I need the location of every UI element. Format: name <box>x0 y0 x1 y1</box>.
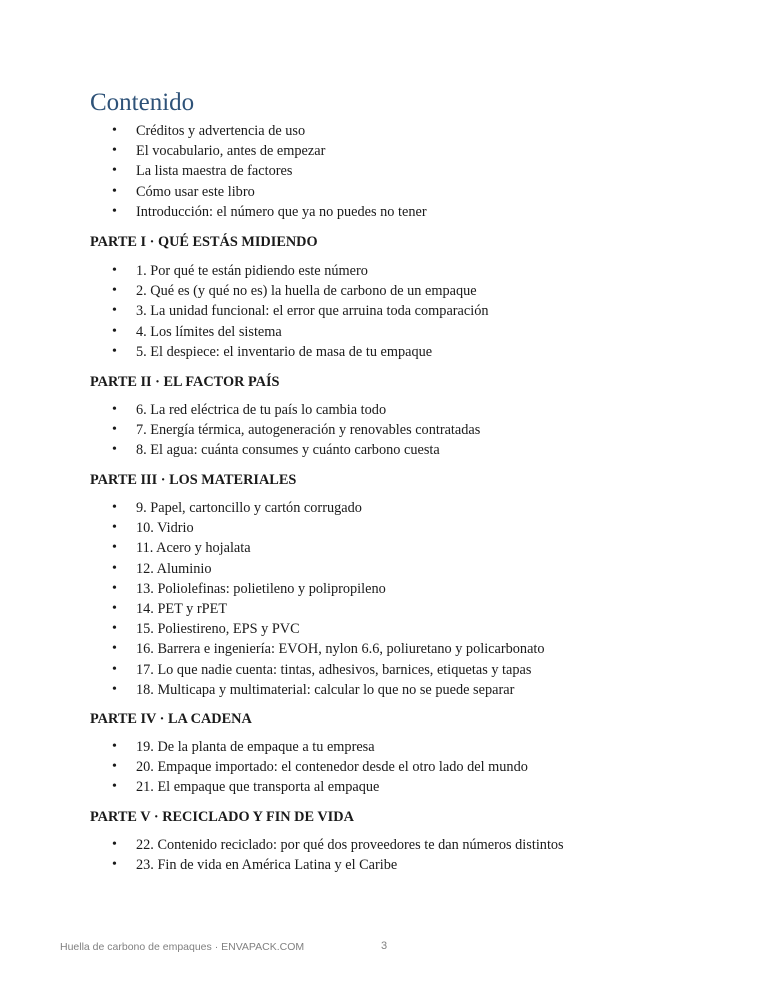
part-list <box>112 498 545 700</box>
list-item: • 8. El agua: cuánta consumes y cuánto carbono cuesta <box>112 440 480 460</box>
list-item: • El vocabulario, antes de empezar <box>112 141 427 161</box>
list-item: • 17. Lo que nadie cuenta: tintas, adhesivos, barnices, etiquetas y tapas <box>112 660 545 680</box>
list-item: • 14. PET y rPET <box>112 599 545 619</box>
part-list <box>112 835 564 875</box>
list-item: • 1. Por qué te están pidiendo este número <box>112 261 489 281</box>
page-number: 3 <box>381 940 388 952</box>
list-item: • 7. Energía térmica, autogeneración y renovables contratadas <box>112 420 480 440</box>
list-item: • Cómo usar este libro <box>112 182 427 202</box>
part-list <box>112 400 480 461</box>
part-heading: PARTE III · LOS MATERIALES <box>90 472 297 488</box>
list-item: • 18. Multicapa y multimaterial: calcular lo que no se puede separar <box>112 680 545 700</box>
part-heading: PARTE II · EL FACTOR PAÍS <box>90 374 280 390</box>
part-list <box>112 737 528 798</box>
part-heading: PARTE V · RECICLADO Y FIN DE VIDA <box>90 809 354 825</box>
list-item: • 4. Los límites del sistema <box>112 322 489 342</box>
part-list <box>112 261 489 362</box>
page-title: Contenido <box>90 89 195 116</box>
list-item: • 12. Aluminio <box>112 559 545 579</box>
list-item: • 5. El despiece: el inventario de masa de tu empaque <box>112 342 489 362</box>
list-item: • 23. Fin de vida en América Latina y el Caribe <box>112 855 564 875</box>
list-item: • 2. Qué es (y qué no es) la huella de carbono de un empaque <box>112 281 489 301</box>
intro-list <box>112 121 427 222</box>
list-item: • 19. De la planta de empaque a tu empresa <box>112 737 528 757</box>
list-item: • 3. La unidad funcional: el error que arruina toda comparación <box>112 301 489 321</box>
list-item: • 10. Vidrio <box>112 518 545 538</box>
list-item: • 22. Contenido reciclado: por qué dos proveedores te dan números distintos <box>112 835 564 855</box>
list-item: • Introducción: el número que ya no puedes no tener <box>112 202 427 222</box>
list-item: • 13. Poliolefinas: polietileno y polipropileno <box>112 579 545 599</box>
list-item: • Créditos y advertencia de uso <box>112 121 427 141</box>
list-item: • 9. Papel, cartoncillo y cartón corrugado <box>112 498 545 518</box>
part-heading: PARTE IV · LA CADENA <box>90 711 252 727</box>
list-item: • 16. Barrera e ingeniería: EVOH, nylon 6.6, poliuretano y policarbonato <box>112 639 545 659</box>
list-item: • La lista maestra de factores <box>112 161 427 181</box>
part-heading: PARTE I · QUÉ ESTÁS MIDIENDO <box>90 234 318 250</box>
footer-text: Huella de carbono de empaques · ENVAPACK.COM <box>60 941 305 953</box>
list-item: • 15. Poliestireno, EPS y PVC <box>112 619 545 639</box>
list-item: • 11. Acero y hojalata <box>112 538 545 558</box>
list-item: • 20. Empaque importado: el contenedor desde el otro lado del mundo <box>112 757 528 777</box>
list-item: • 6. La red eléctrica de tu país lo cambia todo <box>112 400 480 420</box>
list-item: • 21. El empaque que transporta al empaque <box>112 777 528 797</box>
